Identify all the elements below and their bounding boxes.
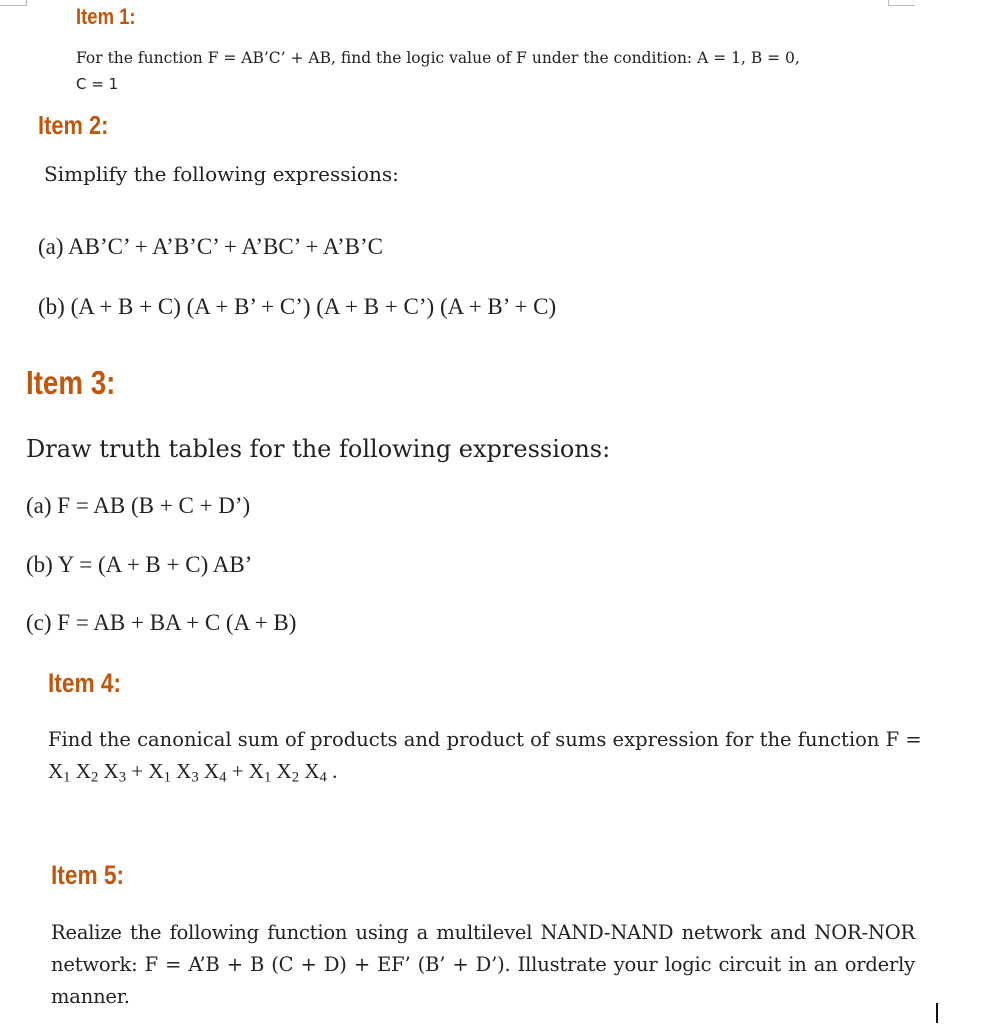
item2-heading: Item 2: — [38, 110, 109, 140]
item5-question: Realize the following function using a multilevel NAND-NAND network and NOR-NOR network: F = A’B + B (C + D) + EF’ (B’ + D’). Illustrate your logic circuit in an orderly manner. — [51, 921, 915, 1008]
item5-heading: Item 5: — [51, 860, 125, 890]
item3-expression-b: (b) Y = (A + B + C) AB’ — [26, 552, 253, 577]
item2-expression-a: (a) AB’C’ + A’B’C’ + A’BC’ + A’B’C — [38, 234, 383, 259]
page-corner-mark-right — [888, 0, 915, 6]
item3-intro: Draw truth tables for the following expressions: — [26, 435, 611, 463]
item2-expression-b: (b) (A + B + C) (A + B’ + C’) (A + B + C’) (A + B’ + C) — [38, 294, 557, 319]
item1-question-line2: C = 1 — [76, 75, 119, 93]
item1-heading: Item 1: — [76, 4, 136, 29]
text-cursor — [936, 1003, 938, 1023]
item4-heading: Item 4: — [48, 668, 122, 698]
item2-intro: Simplify the following expressions: — [44, 162, 399, 186]
item3-expression-c: (c) F = AB + BA + C (A + B) — [26, 610, 297, 635]
item1-question-line1: For the function F = AB’C’ + AB, find the logic value of F under the condition: A = 1, B = 0, — [76, 49, 800, 67]
page-corner-mark-left — [0, 0, 27, 6]
item4-function-expression: $X_1$ $X_2$ $X_3 + X_1$ $X_3$ $X_4 + X_1$ $X_2$ $X_4$ . — [48, 759, 338, 786]
item4-question-line1: Find the canonical sum of products and product of sums expression for the function F = — [48, 728, 922, 751]
item3-heading: Item 3: — [26, 364, 116, 401]
item3-expression-a: (a) F = AB (B + C + D’) — [26, 493, 251, 518]
